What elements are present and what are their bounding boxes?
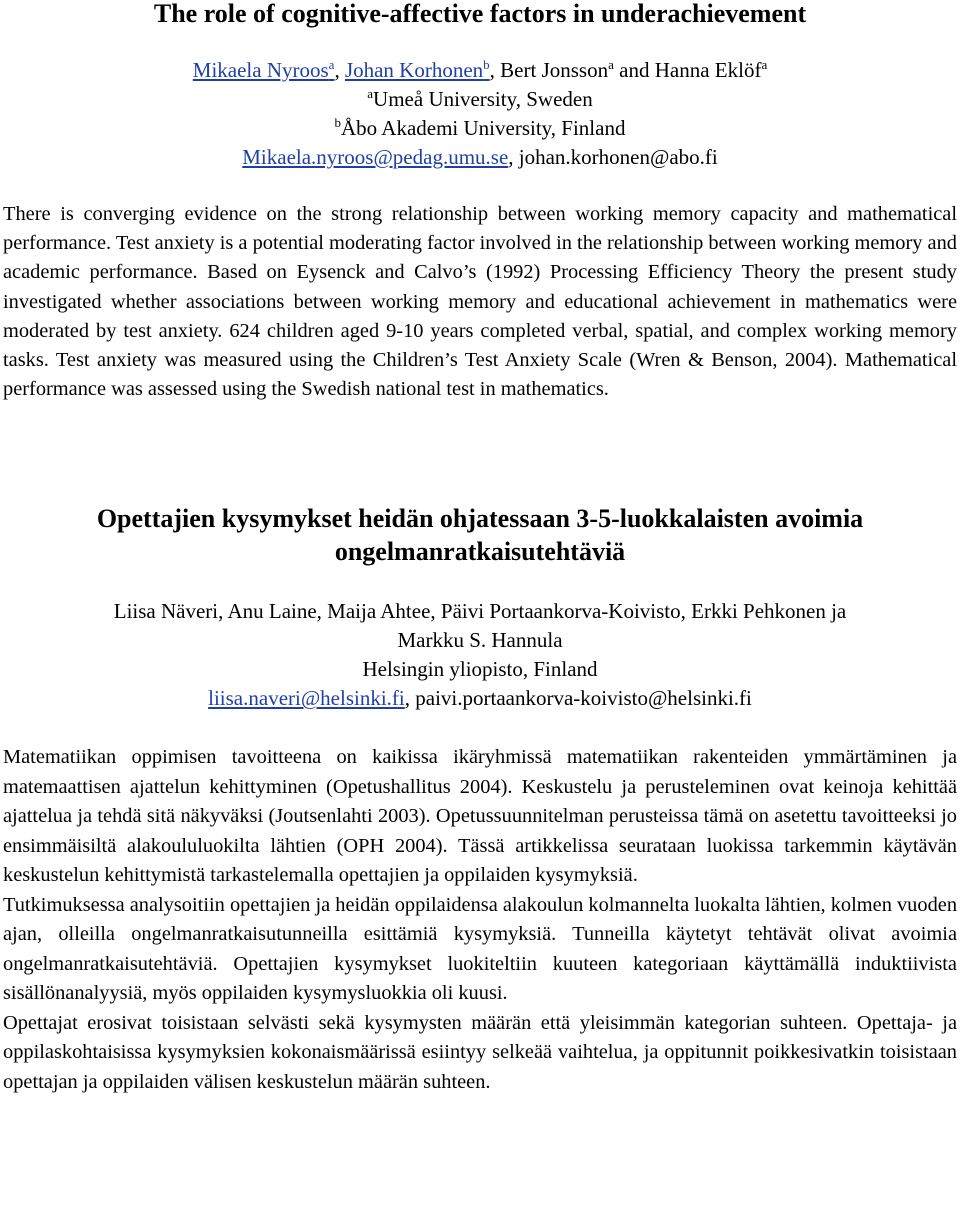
paper-2-authors — [3, 597, 957, 655]
paper-2-affiliation: Helsingin yliopisto, Finland — [362, 657, 598, 682]
paper-1-abstract — [3, 200, 957, 404]
affiliation-a — [3, 85, 957, 114]
paper-2-abstract — [3, 743, 957, 1097]
author-1-sup: a — [328, 57, 335, 72]
document-page — [3, 0, 957, 1097]
author-4-sup: a — [761, 57, 768, 72]
abstract-paragraph-2: Tutkimuksessa analysoitiin opettajien ja heidän oppilaidensa alakoulun kolmannelta luokalta lähtien, kolmen vuoden ajan, olleilla ongelmanratkaisutunneilla esittämiä kysymyksiä. Tunneilla käytetyt tehtävät olivat avoimia ongelmanratkaisutehtäviä. Opettajien kysymykset luokiteltiin kuuteen kategoriaan käyttämällä induktiivista sisällönanalyysiä, myös oppilaiden kysymysluokkia oli kuusi. — [3, 893, 958, 1005]
affiliation-b-text: Åbo Akademi University, Finland — [341, 116, 626, 140]
author-2-name: Johan Korhonen — [344, 58, 484, 82]
paper-1-title: The role of cognitive-affective factors in underachievement — [153, 0, 807, 28]
author-3-sup: a — [608, 57, 614, 72]
paper-2-emails — [3, 684, 957, 713]
author-3-name: Bert Jonsson — [500, 58, 609, 82]
email-korhonen: johan.korhonen@abo.fi — [518, 145, 718, 169]
email-link-naveri[interactable]: liisa.naveri@helsinki.fi — [208, 686, 405, 711]
paper-1-authors — [3, 56, 957, 85]
paper-2 — [3, 502, 957, 1097]
email-link-nyroos[interactable]: Mikaela.nyroos@pedag.umu.se — [242, 145, 509, 169]
author-2[interactable] — [345, 58, 490, 82]
author-2-sup: b — [483, 57, 490, 72]
affiliation-b-sup: b — [334, 115, 342, 130]
affiliation-b — [3, 114, 957, 143]
author-1-name: Mikaela Nyroos — [192, 58, 329, 82]
paper-1-emails — [3, 143, 957, 172]
paper-1 — [3, 0, 957, 404]
paper-2-title — [3, 502, 957, 568]
author-4-name: Hanna Eklöf — [654, 58, 762, 82]
email-sep: , — [508, 145, 519, 169]
abstract-paragraph-1: Matematiikan oppimisen tavoitteena on kaikissa ikäryhmissä matematiikan rakenteiden ymmärtäminen ja matemaattisen ajattelun kehittyminen (Opetushallitus 2004). Keskustelu ja perusteleminen ovat keinoja kehittää ajattelua ja tehdä sitä näkyväksi (Joutsenlahti 2003). Opetussuunnitelman perusteissa tämä on asetettu tavoitteeksi jo ensimmäisiltä alakoululuokilta lähtien (OPH 2004). Tässä artikkelissa seurataan luokissa tarkemmin käytävän keskustelun kehittymistä tarkastelemalla opettajien ja oppilaiden kysymyksiä. — [3, 746, 957, 887]
author-1[interactable] — [193, 58, 335, 82]
author-sep: , — [334, 58, 345, 82]
author-sep: , — [489, 58, 501, 82]
email-portaankorva: paivi.portaankorva-koivisto@helsinki.fi — [415, 686, 752, 711]
author-3 — [500, 58, 614, 82]
affiliation-a-sup: a — [367, 86, 374, 101]
paper-2-authors-line-2: Markku S. Hannula — [397, 628, 563, 653]
author-sep: and — [613, 58, 655, 82]
abstract-paragraph-3: Opettajat erosivat toisistaan selvästi sekä kysymysten määrän että yleisimmän kategorian suhteen. Opettaja- ja oppilaskohtaisissa kysymyksien kokonaismäärissä esiintyy selkeää vaihtelua, ja oppitunnit poikkesivatkin toisistaan opettajan ja oppilaiden välisen keskustelun määrän suhteen. — [3, 1011, 957, 1093]
paper-2-title-line-1: Opettajien kysymykset heidän ohjatessaan 3-5-luokkalaisten avoimia — [96, 504, 864, 534]
email-sep: , — [404, 686, 416, 711]
paper-2-authors-line-1: Liisa Näveri, Anu Laine, Maija Ahtee, Päivi Portaankorva-Koivisto, Erkki Pehkonen ja — [113, 599, 847, 624]
paper-2-title-line-2: ongelmanratkaisutehtäviä — [334, 537, 626, 567]
abstract-paragraph: There is converging evidence on the strong relationship between working memory capacity and mathematical performance. Test anxiety is a potential moderating factor involved in the relationship between working memory and academic performance. Based on Eysenck and Calvo’s (1992) Processing Efficiency Theory the present study investigated whether associations between working memory and educational achievement in mathematics were moderated by test anxiety. 624 children aged 9-10 years completed verbal, spatial, and complex working memory tasks. Test anxiety was measured using the Children’s Test Anxiety Scale (Wren & Benson, 2004). Mathematical performance was assessed using the Swedish national test in mathematics. — [3, 203, 957, 401]
author-4 — [655, 58, 768, 82]
affiliation-a-text: Umeå University, Sweden — [373, 87, 593, 111]
